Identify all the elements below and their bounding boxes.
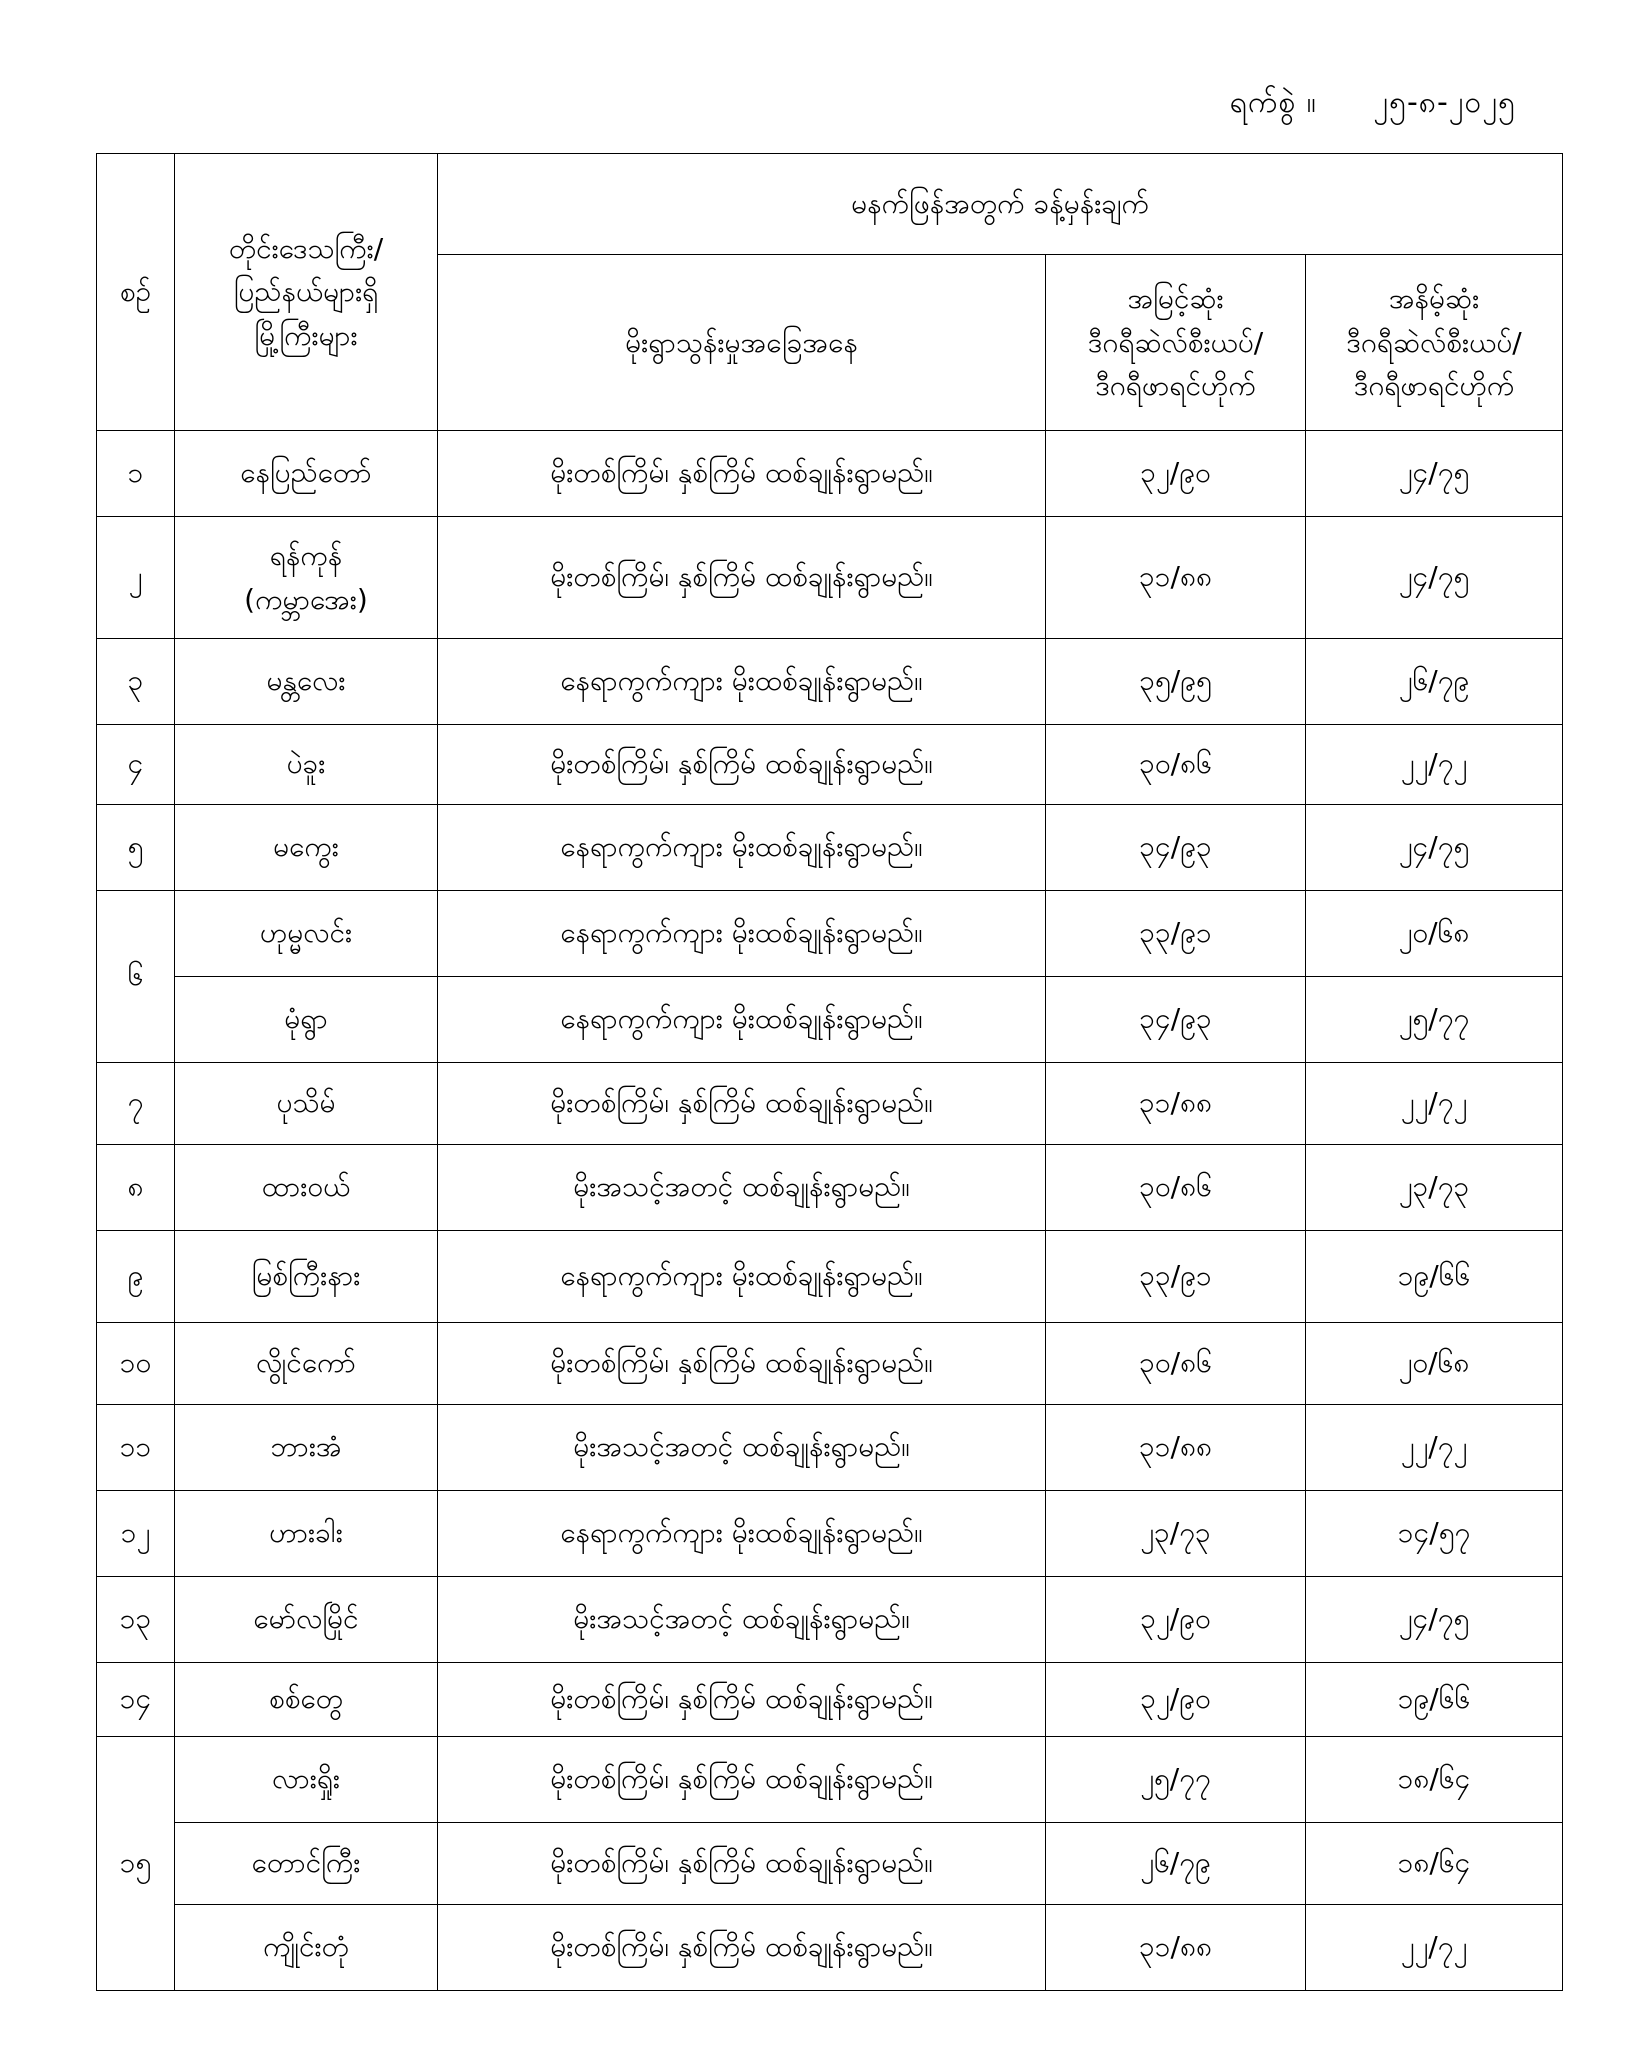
min-temperature: ၁၉/၆၆: [1306, 1231, 1563, 1323]
max-temperature: ၃၄/၉၃: [1046, 977, 1306, 1063]
min-temperature: ၂၄/၇၅: [1306, 517, 1563, 639]
table-row: [97, 977, 1563, 1063]
row-number: ၁: [97, 431, 175, 517]
max-temperature: ၃၁/၈၈: [1046, 1405, 1306, 1491]
table-row: [97, 517, 1563, 639]
table-row: [97, 1405, 1563, 1491]
header-region-line-3: မြို့ကြီးများ: [254, 318, 358, 352]
row-number: ၇: [97, 1063, 175, 1145]
table-row: [97, 1323, 1563, 1405]
row-number: ၂: [97, 517, 175, 639]
row-number: ၈: [97, 1145, 175, 1231]
row-number: ၅: [97, 805, 175, 891]
city-name: ပုသိမ်: [175, 1063, 438, 1145]
rain-condition: မိုးတစ်ကြိမ်၊ နှစ်ကြိမ် ထစ်ချုန်းရွာမည်။: [438, 1063, 1046, 1145]
city-name: လွိုင်ကော်: [175, 1323, 438, 1405]
header-min-temp: [1306, 255, 1563, 431]
city-name: နေပြည်တော်: [175, 431, 438, 517]
header-region: [175, 154, 438, 431]
max-temperature: ၂၅/၇၇: [1046, 1737, 1306, 1823]
max-temperature: ၃၁/၈၈: [1046, 517, 1306, 639]
city-name: ဟားခါး: [175, 1491, 438, 1577]
rain-condition: မိုးတစ်ကြိမ်၊ နှစ်ကြိမ် ထစ်ချုန်းရွာမည်။: [438, 517, 1046, 639]
rain-condition: နေရာကွက်ကျား မိုးထစ်ချုန်းရွာမည်။: [438, 1491, 1046, 1577]
min-temperature: ၂၀/၆၈: [1306, 1323, 1563, 1405]
city-name: လားရှိုး: [175, 1737, 438, 1823]
max-temperature: ၃၂/၉၀: [1046, 431, 1306, 517]
min-temperature: ၂၄/၇၅: [1306, 805, 1563, 891]
city-name: မုံရွာ: [175, 977, 438, 1063]
header-min-line-2: ဒီဂရီဆဲလ်စီးယပ်/: [1346, 325, 1522, 359]
rain-condition: နေရာကွက်ကျား မိုးထစ်ချုန်းရွာမည်။: [438, 805, 1046, 891]
row-number: ၃: [97, 639, 175, 725]
rain-condition: မိုးအသင့်အတင့် ထစ်ချုန်းရွာမည်။: [438, 1405, 1046, 1491]
rain-condition: မိုးအသင့်အတင့် ထစ်ချုန်းရွာမည်။: [438, 1145, 1046, 1231]
rain-condition: မိုးတစ်ကြိမ်၊ နှစ်ကြိမ် ထစ်ချုန်းရွာမည်။: [438, 1663, 1046, 1737]
header-min-line-1: အနိမ့်ဆုံး: [1388, 282, 1480, 316]
table-row: [97, 891, 1563, 977]
city-name: [175, 517, 438, 639]
header-max-line-3: ဒီဂရီဖာရင်ဟိုက်: [1095, 369, 1256, 403]
min-temperature: ၂၀/၆၈: [1306, 891, 1563, 977]
header-max-line-2: ဒီဂရီဆဲလ်စီးယပ်/: [1087, 325, 1264, 359]
header-max-temp: [1046, 255, 1306, 431]
row-number: ၁၀: [97, 1323, 175, 1405]
table-row: [97, 1823, 1563, 1905]
header-forecast-group: မနက်ဖြန်အတွက် ခန့်မှန်းချက်: [438, 154, 1563, 255]
row-number: ၁၅: [97, 1737, 175, 1991]
max-temperature: ၂၆/၇၉: [1046, 1823, 1306, 1905]
max-temperature: ၃၁/၈၈: [1046, 1905, 1306, 1991]
table-row: [97, 1063, 1563, 1145]
city-name: တောင်ကြီး: [175, 1823, 438, 1905]
table-row: [97, 639, 1563, 725]
min-temperature: ၂၃/၇၃: [1306, 1145, 1563, 1231]
city-name: ပဲခူး: [175, 725, 438, 805]
forecast-rows: [97, 431, 1563, 1991]
max-temperature: ၃၄/၉၃: [1046, 805, 1306, 891]
rain-condition: နေရာကွက်ကျား မိုးထစ်ချုန်းရွာမည်။: [438, 891, 1046, 977]
min-temperature: ၁၈/၆၄: [1306, 1823, 1563, 1905]
min-temperature: ၂၂/၇၂: [1306, 725, 1563, 805]
table-row: [97, 1145, 1563, 1231]
rain-condition: မိုးတစ်ကြိမ်၊ နှစ်ကြိမ် ထစ်ချုန်းရွာမည်။: [438, 1737, 1046, 1823]
header-no: စဉ်: [97, 154, 175, 431]
min-temperature: ၁၈/၆၄: [1306, 1737, 1563, 1823]
row-number: ၁၂: [97, 1491, 175, 1577]
date-label: ရက်စွဲ ။: [1229, 85, 1317, 120]
max-temperature: ၃၂/၉၀: [1046, 1663, 1306, 1737]
table-row: [97, 1577, 1563, 1663]
rain-condition: မိုးတစ်ကြိမ်၊ နှစ်ကြိမ် ထစ်ချုန်းရွာမည်။: [438, 1323, 1046, 1405]
table-row: [97, 805, 1563, 891]
min-temperature: ၂၄/၇၅: [1306, 1577, 1563, 1663]
city-name: ကျိုင်းတုံ: [175, 1905, 438, 1991]
city-name-line-2: (ကမ္ဘာအေး): [244, 582, 368, 616]
min-temperature: ၁၉/၆၆: [1306, 1663, 1563, 1737]
max-temperature: ၃၅/၉၅: [1046, 639, 1306, 725]
table-row: [97, 1737, 1563, 1823]
rain-condition: မိုးတစ်ကြိမ်၊ နှစ်ကြိမ် ထစ်ချုန်းရွာမည်။: [438, 1905, 1046, 1991]
min-temperature: ၂၄/၇၅: [1306, 431, 1563, 517]
min-temperature: ၂၂/၇၂: [1306, 1063, 1563, 1145]
max-temperature: ၂၃/၇၃: [1046, 1491, 1306, 1577]
city-name: မန္တလေး: [175, 639, 438, 725]
max-temperature: ၃၂/၉၀: [1046, 1577, 1306, 1663]
header-region-line-1: တိုင်းဒေသကြီး/: [228, 231, 384, 265]
row-number: ၉: [97, 1231, 175, 1323]
table-row: [97, 1231, 1563, 1323]
city-name: မကွေး: [175, 805, 438, 891]
city-name: ဟုမ္မလင်း: [175, 891, 438, 977]
document-date: [1230, 82, 1516, 127]
row-number: ၄: [97, 725, 175, 805]
max-temperature: ၃၁/၈၈: [1046, 1063, 1306, 1145]
row-number: ၁၄: [97, 1663, 175, 1737]
weather-forecast-table: [96, 153, 1563, 1991]
max-temperature: ၃၀/၈၆: [1046, 1145, 1306, 1231]
city-name: မြစ်ကြီးနား: [175, 1231, 438, 1323]
row-number: ၆: [97, 891, 175, 1063]
header-min-line-3: ဒီဂရီဖာရင်ဟိုက်: [1353, 369, 1515, 403]
city-name: မော်လမြိုင်: [175, 1577, 438, 1663]
min-temperature: ၂၅/၇၇: [1306, 977, 1563, 1063]
table-row: [97, 431, 1563, 517]
header-rain-condition: မိုးရွာသွန်းမှုအခြေအနေ: [438, 255, 1046, 431]
date-value: ၂၅-၈-၂၀၂၅: [1373, 85, 1516, 120]
rain-condition: နေရာကွက်ကျား မိုးထစ်ချုန်းရွာမည်။: [438, 977, 1046, 1063]
max-temperature: ၃၃/၉၁: [1046, 1231, 1306, 1323]
max-temperature: ၃၃/၉၁: [1046, 891, 1306, 977]
rain-condition: မိုးတစ်ကြိမ်၊ နှစ်ကြိမ် ထစ်ချုန်းရွာမည်။: [438, 431, 1046, 517]
city-name: ဘားအံ: [175, 1405, 438, 1491]
min-temperature: ၂၂/၇၂: [1306, 1905, 1563, 1991]
city-name: ထားဝယ်: [175, 1145, 438, 1231]
city-name-line-1: ရန်ကုန်: [269, 539, 343, 573]
row-number: ၁၃: [97, 1577, 175, 1663]
table-row: [97, 1663, 1563, 1737]
header-region-line-2: ပြည်နယ်များရှိ: [233, 275, 379, 309]
min-temperature: ၂၂/၇၂: [1306, 1405, 1563, 1491]
max-temperature: ၃၀/၈၆: [1046, 725, 1306, 805]
rain-condition: နေရာကွက်ကျား မိုးထစ်ချုန်းရွာမည်။: [438, 639, 1046, 725]
row-number: ၁၁: [97, 1405, 175, 1491]
min-temperature: ၂၆/၇၉: [1306, 639, 1563, 725]
rain-condition: မိုးတစ်ကြိမ်၊ နှစ်ကြိမ် ထစ်ချုန်းရွာမည်။: [438, 725, 1046, 805]
city-name: စစ်တွေ: [175, 1663, 438, 1737]
rain-condition: နေရာကွက်ကျား မိုးထစ်ချုန်းရွာမည်။: [438, 1231, 1046, 1323]
min-temperature: ၁၄/၅၇: [1306, 1491, 1563, 1577]
rain-condition: မိုးတစ်ကြိမ်၊ နှစ်ကြိမ် ထစ်ချုန်းရွာမည်။: [438, 1823, 1046, 1905]
table-row: [97, 1491, 1563, 1577]
table-row: [97, 1905, 1563, 1991]
table-row: [97, 725, 1563, 805]
rain-condition: မိုးအသင့်အတင့် ထစ်ချုန်းရွာမည်။: [438, 1577, 1046, 1663]
max-temperature: ၃၀/၈၆: [1046, 1323, 1306, 1405]
header-max-line-1: အမြင့်ဆုံး: [1127, 282, 1224, 316]
